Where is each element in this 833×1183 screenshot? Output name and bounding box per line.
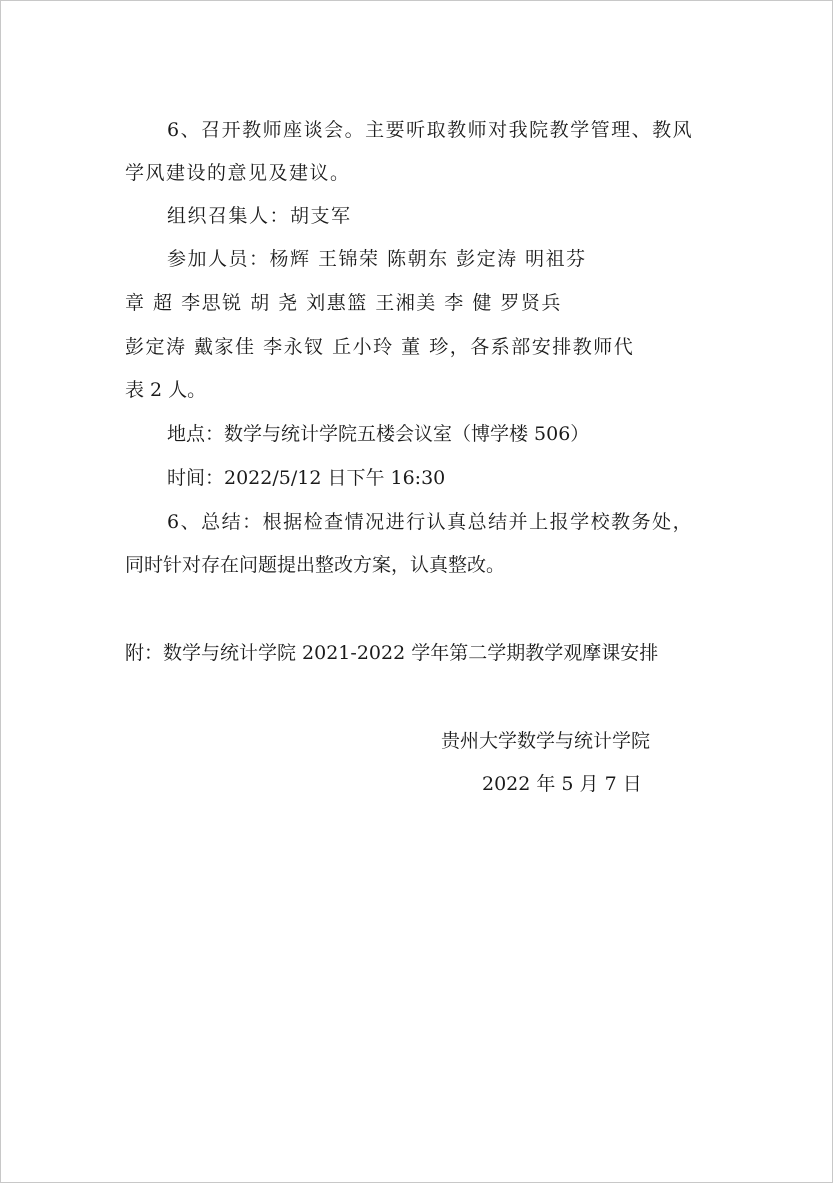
meeting-convener: 组织召集人：胡支军 [167,205,352,227]
participants-line-1: 参加人员：杨辉 王锦荣 陈朝东 彭定涛 明祖芬 [167,248,587,270]
participants-line-3: 彭定涛 戴家佳 李永钗 丘小玲 董 珍，各系部安排教师代 [125,336,635,358]
meeting-time: 时间：2022/5/12 日下午 16:30 [167,467,446,489]
summary-line-2: 同时针对存在问题提出整改方案，认真整改。 [125,554,506,576]
signature-organization: 贵州大学数学与统计学院 [441,730,651,752]
signature-date: 2022 年 5 月 7 日 [482,773,642,795]
participants-line-4: 表 2 人。 [125,379,207,401]
meeting-heading-line-2: 学风建设的意见及建议。 [125,162,351,184]
meeting-heading-line-1: 6、召开教师座谈会。主要听取教师对我院教学管理、教风 [167,119,694,141]
summary-line-1: 6、总结：根据检查情况进行认真总结并上报学校教务处， [167,511,694,533]
participants-line-2: 章 超 李思锐 胡 尧 刘惠篮 王湘美 李 健 罗贤兵 [125,292,562,314]
attachment-note: 附：数学与统计学院 2021-2022 学年第二学期教学观摩课安排 [125,642,659,664]
meeting-location: 地点：数学与统计学院五楼会议室（博学楼 506） [167,423,590,445]
